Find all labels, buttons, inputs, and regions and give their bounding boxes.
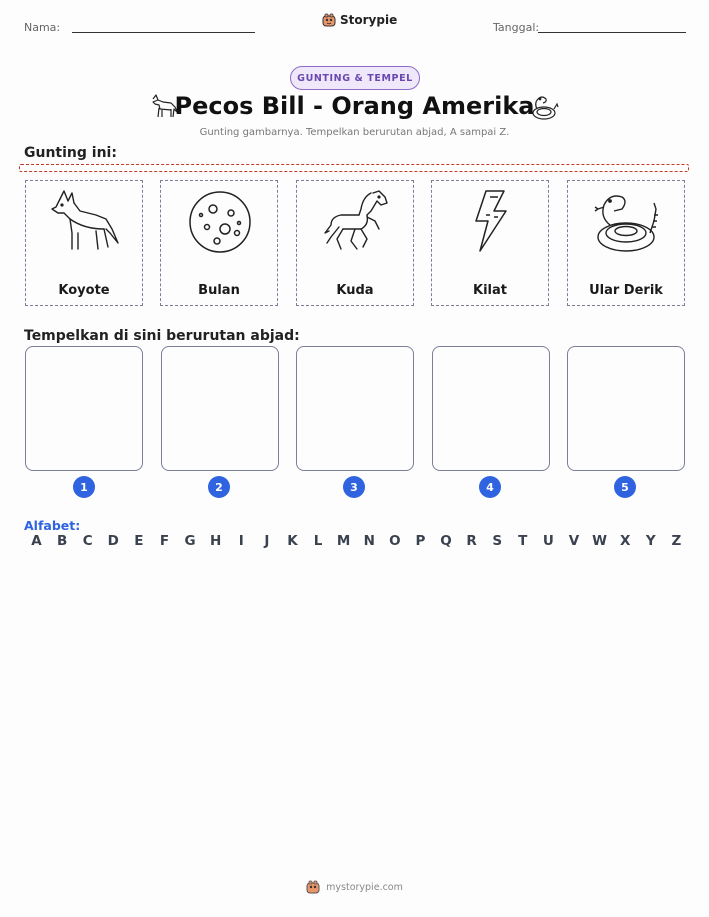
storypie-mascot-icon <box>306 880 320 894</box>
brand-logo <box>322 13 397 27</box>
card-label: Kilat <box>473 283 507 298</box>
name-line[interactable] <box>72 32 255 33</box>
footer-url[interactable]: mystorypie.com <box>326 881 403 893</box>
alphabet-letter: G <box>184 533 196 549</box>
alphabet-letter: F <box>159 533 170 549</box>
alphabet-letter: B <box>56 533 68 549</box>
instructions: Gunting gambarnya. Tempelkan berurutan abjad, A sampai Z. <box>199 127 510 138</box>
slot-number-4: 4 <box>479 476 501 498</box>
name-label: Nama: <box>24 21 61 34</box>
alphabet-letter: U <box>542 533 554 549</box>
horse-icon <box>321 189 391 255</box>
rattlesnake-icon <box>528 91 560 123</box>
alphabet-letter: L <box>313 533 323 549</box>
paste-slot-5[interactable] <box>567 346 685 471</box>
alphabet-heading: Alfabet: <box>24 518 81 533</box>
alphabet-letter: D <box>107 533 119 549</box>
storypie-mascot-icon <box>322 13 336 27</box>
paste-slot-2[interactable] <box>161 346 279 471</box>
cutout-card-lightning[interactable] <box>431 180 549 306</box>
brand-name: Storypie <box>340 13 398 27</box>
alphabet-letter: J <box>264 533 270 549</box>
coyote-icon <box>50 189 120 255</box>
alphabet-letter: V <box>568 533 580 549</box>
cut-heading: Gunting ini: <box>24 145 117 161</box>
alphabet-letter: A <box>31 533 42 549</box>
rattlesnake-icon <box>592 189 662 255</box>
alphabet-letter: S <box>492 533 503 549</box>
alphabet-letter: Q <box>440 533 452 549</box>
alphabet-letter: R <box>466 533 477 549</box>
alphabet-letter: X <box>619 533 631 549</box>
alphabet-letter: K <box>287 533 298 549</box>
cutout-card-moon[interactable] <box>160 180 278 306</box>
alphabet-letter: H <box>210 533 222 549</box>
cutout-card-horse[interactable] <box>296 180 414 306</box>
paste-slot-1[interactable] <box>25 346 143 471</box>
cut-line <box>19 164 689 172</box>
alphabet-letter: O <box>389 533 401 549</box>
card-label: Koyote <box>58 283 110 298</box>
cutout-card-coyote[interactable] <box>25 180 143 306</box>
moon-icon <box>185 189 255 255</box>
card-label: Bulan <box>198 283 240 298</box>
alphabet-letter: C <box>82 533 93 549</box>
paste-heading: Tempelkan di sini berurutan abjad: <box>24 328 300 344</box>
footer <box>0 880 709 894</box>
date-label: Tanggal: <box>493 21 540 34</box>
cutout-card-rattlesnake[interactable] <box>567 180 685 306</box>
alphabet-letter: N <box>363 533 375 549</box>
card-label: Ular Derik <box>589 283 663 298</box>
alphabet-letter: I <box>238 533 244 549</box>
activity-badge: GUNTING & TEMPEL <box>290 66 420 90</box>
alphabet-letter: W <box>592 533 608 549</box>
card-label: Kuda <box>336 283 374 298</box>
alphabet-letter: P <box>415 533 426 549</box>
paste-slot-3[interactable] <box>296 346 414 471</box>
alphabet-letter: E <box>134 533 144 549</box>
alphabet-letter: T <box>518 533 528 549</box>
date-line[interactable] <box>538 32 686 33</box>
page-title: Pecos Bill - Orang Amerika <box>174 92 535 120</box>
slot-number-1: 1 <box>73 476 95 498</box>
alphabet-letter: Z <box>671 533 682 549</box>
slot-number-3: 3 <box>343 476 365 498</box>
alphabet-letter: Y <box>645 533 656 549</box>
alphabet-row <box>24 533 689 549</box>
alphabet-letter: M <box>336 533 351 549</box>
paste-slot-4[interactable] <box>432 346 550 471</box>
lightning-icon <box>456 189 526 255</box>
slot-number-2: 2 <box>208 476 230 498</box>
slot-number-5: 5 <box>614 476 636 498</box>
